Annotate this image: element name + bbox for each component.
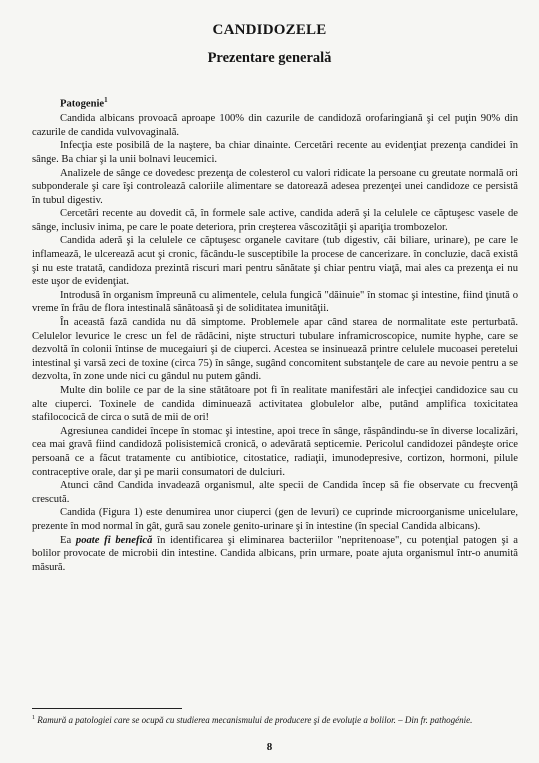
benefit-emphasis: poate fi benefică — [75, 534, 153, 546]
footnote-reference[interactable]: 1 — [104, 96, 108, 104]
paragraph: Multe din bolile ce par de la sine stătătoare pot fi în realitate manifestări ale infecţiei candidozice sau cu alte ciuperci. Toxinele de candida diminuează activitatea globulelor albe, putând amplifica toxicitatea stafilococică de circa o sută de mii de ori! — [32, 385, 518, 424]
benefit-rest: în identificarea şi eliminarea bacteriilor "nepritenoase", cu potenţial patogen şi a bolilor provocate de microbii din intestine. Candida albicans, prin urmare, poate ajuta organismul într-o anumită măsură. — [32, 534, 518, 573]
paragraph: Cercetări recente au dovedit că, în formele sale active, candida aderă şi la celulele ce căptuşesc vasele de sânge, inclusiv inima, pe care le poate deteriora, prin creşterea vâscozităţii şi apariţia trombozelor. — [32, 208, 518, 233]
footnote — [32, 713, 518, 726]
chapter-subtitle: Prezentare generală — [207, 50, 332, 66]
paragraph: În această fază candida nu dă simptome. Problemele apar când starea de normalitate este perturbată. Celulelor levurice le cresc un fel de rădăcini, nişte structuri tubulare inframicroscopice, numite hyphe, care se dezvoltă în colonii întinse de mucegaiuri şi de ciuperci. Acestea se insinuează printre celulele mucoasei peretelui intestinal şi varsă zeci de toxine (circa 75) în sânge, sugând concomitent substanţele de care au nevoie pentru a se dezvolta, în zone unde nici cu gândul nu putem gândi. — [32, 317, 518, 383]
paragraph: Introdusă în organism împreună cu alimentele, celula fungică "dăinuie" în stomac şi intestine, fiind ţinută o vreme în frâu de flora intestinală sănătoasă şi de soliditatea imunităţii. — [32, 289, 518, 315]
paragraph-benefit — [32, 534, 518, 575]
section-heading-text: Patogenie — [60, 98, 105, 110]
benefit-lead: Ea — [60, 534, 76, 546]
section-heading — [32, 94, 518, 111]
paragraph: Agresiunea candidei începe în stomac şi intestine, apoi trece în sânge, răspândindu-se în diverse localizări, cea mai gravă fiind candidoză polisistemică cronică, o adevărată septicemie. Pericolul candidozei pândeşte orice persoană ce a făcut tratamente cu antibiotice, citostatice, radiaţii, imunodepresive, cortizon, hormoni, pilule contraceptive orale, dar şi pe marii consumatori de dulciuri. — [32, 425, 518, 478]
paragraph: Analizele de sânge ce dovedesc prezenţa de colesterol cu valori ridicate la persoane cu greutate normală ori subponderale şi care îşi controlează caloriile alimentare se datorează adesea prezenţei unei candidoze ce persistă în tubul digestiv. — [32, 167, 518, 206]
paragraph: Candida albicans provoacă aproape 100% din cazurile de candidoză orofaringiană şi cel puţin 90% din cazurile de candida vulvovaginală. — [32, 113, 518, 138]
footnote-divider — [32, 708, 182, 709]
footnote-text: Ramură a patologiei care se ocupă cu studierea mecanismului de producere şi de evoluţie a bolilor. – Din fr. pathogénie. — [37, 715, 473, 725]
paragraph: Candida aderă şi la celulele ce căptuşesc organele cavitare (tub digestiv, căi biliare, urinare), pe care le inflamează, le ulcerează acut şi cronic, făcându-le susceptibile la procese de cancerizare. în concluzie, dacă există şi nu este tratată, candidoza prezintă riscuri mari pentru sănătate şi chiar pentru viaţă, mai ales ca prezenţa ei nu este uşor de evidenţiat. — [32, 235, 518, 288]
paragraph: Atunci când Candida invadează organismul, alte specii de Candida încep să fie observate cu frecvenţă crescută. — [32, 480, 518, 505]
paragraph: Candida (Figura 1) este denumirea unor ciuperci (gen de levuri) ce cuprinde microorganisme unicelulare, prezente în mod normal în gât, gură sau zonele genito-urinare şi în intestine (în special Candida albicans). — [32, 507, 518, 532]
body-text — [32, 94, 518, 574]
footnote-marker: 1 — [32, 715, 35, 721]
chapter-title: CANDIDOZELE — [212, 22, 327, 38]
paragraph: Infecţia este posibilă de la naştere, ba chiar dinainte. Cercetări recente au evidenţiat prezenţa candidei în sânge. Ba chiar şi la unii bolnavi leucemici. — [32, 140, 518, 165]
page-number: 8 — [266, 741, 273, 753]
